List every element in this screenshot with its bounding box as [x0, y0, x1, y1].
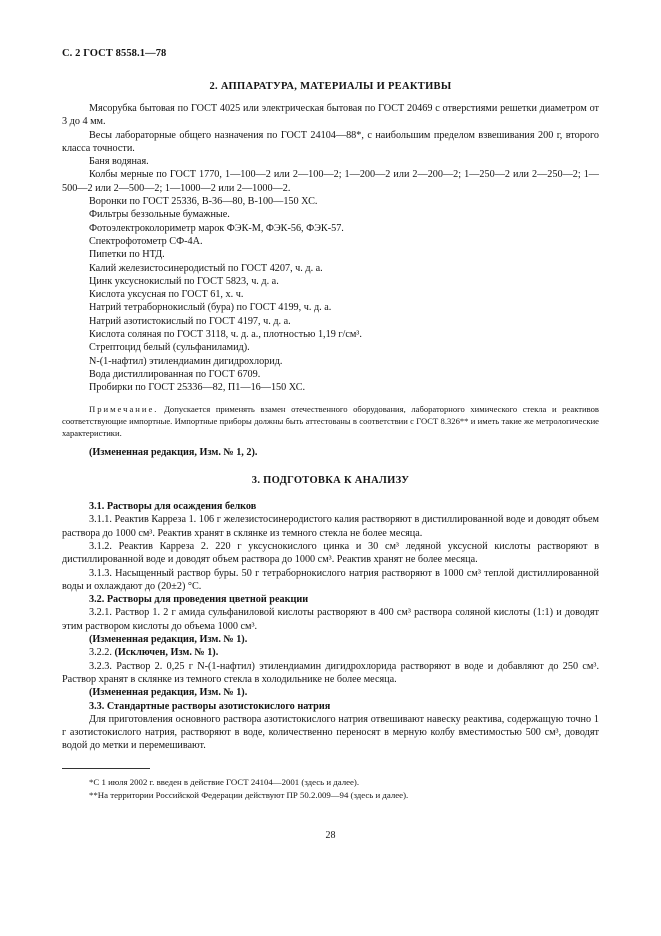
subsection-heading: 3.3. Стандартные растворы азотистокислого натрия	[89, 700, 331, 712]
equipment-list	[62, 195, 599, 394]
list-item: N-(1-нафтил) этилендиамин дигидрохлорид.	[89, 355, 283, 367]
footnotes	[62, 776, 599, 803]
note-label: Примечание.	[89, 403, 159, 414]
paragraph: Весы лабораторные общего назначения по ГОСТ 24104—88*, с наибольшим пределом взвешивания 200 г, второго класса точности.	[62, 129, 599, 154]
list-item: Кислота уксусная по ГОСТ 61, х. ч.	[89, 289, 244, 301]
paragraph: 3.1.3. Насыщенный раствор буры. 50 г тетраборнокислого натрия растворяют в 1000 см³ теплой дистиллированной воды и охлаждают до (20±2) °С.	[62, 567, 599, 592]
list-item: Стрептоцид белый (сульфаниламид).	[89, 342, 250, 354]
subsection-heading: 3.1. Растворы для осаждения белков	[89, 501, 257, 513]
list-item: Воронки по ГОСТ 25336, В-36—80, В-100—150 ХС.	[89, 196, 318, 208]
list-item: Кислота соляная по ГОСТ 3118, ч. д. а., плотностью 1,19 г/см³.	[89, 329, 362, 341]
paragraph: Баня водяная.	[89, 156, 149, 168]
section-3-title: 3. ПОДГОТОВКА К АНАЛИЗУ	[251, 475, 410, 487]
list-item: Спектрофотометр СФ-4А.	[89, 235, 203, 247]
paragraph: Для приготовления основного раствора азотистокислого натрия отвешивают навеску реактива, содержащую точно 1 г азотистокислого натрия, растворяют в воде, количественно переносят в мерную колбу вместимостью 500 см³, доводят водой до метки и перемешивают.	[62, 713, 599, 752]
list-item: Фотоэлектроколориметр марок ФЭК-М, ФЭК-56, ФЭК-57.	[89, 222, 344, 234]
list-item: Калий железистосинеродистый по ГОСТ 4207, ч. д. а.	[89, 262, 323, 274]
paragraph: 3.2.3. Раствор 2. 0,25 г N-(1-нафтил) этилендиамин дигидрохлорида растворяют в воде и добавляют до 250 см³. Раствор хранят в склянке из темного стекла в холодильнике не более месяца.	[62, 660, 599, 685]
list-item: Пробирки по ГОСТ 25336—82, П1—16—150 ХС.	[89, 382, 306, 394]
paragraph: 3.2.1. Раствор 1. 2 г амида сульфаниловой кислоты растворяют в 400 см³ раствора соляной кислоты (1:1) и доводят этим раствором кислоты до объема 1000 см³.	[62, 607, 599, 632]
list-item: Цинк уксуснокислый по ГОСТ 5823, ч. д. а.	[89, 275, 279, 287]
note	[62, 403, 599, 440]
list-item: Натрий тетраборнокислый (бура) по ГОСТ 4199, ч. д. а.	[89, 302, 332, 314]
edit-note: (Измененная редакция, Изм. № 1).	[89, 687, 248, 699]
list-item: Натрий азотистокислый по ГОСТ 4197, ч. д. а.	[89, 315, 291, 327]
footnote: **На территории Российской Федерации действуют ПР 50.2.009—94 (здесь и далее).	[89, 790, 409, 801]
page-number: 28	[325, 830, 336, 841]
paragraph: 3.1.1. Реактив Карреза 1. 106 г железистосинеродистого калия растворяют в дистиллированной воде и доводят объем раствора до 1000 см³. Реактив хранят в склянке из темного стекла не более месяца.	[62, 514, 599, 539]
footnote-divider	[62, 768, 150, 769]
page-header: С. 2 ГОСТ 8558.1—78	[62, 48, 167, 59]
subsection-heading: 3.2. Растворы для проведения цветной реакции	[89, 594, 309, 606]
list-item: Вода дистиллированная по ГОСТ 6709.	[89, 368, 261, 380]
list-item: Фильтры беззольные бумажные.	[89, 209, 230, 221]
edit-note: (Измененная редакция, Изм. № 1).	[89, 634, 248, 646]
edit-note: (Измененная редакция, Изм. № 1, 2).	[89, 446, 258, 458]
paragraph: Мясорубка бытовая по ГОСТ 4025 или электрическая бытовая по ГОСТ 20469 с отверстиями решетки диаметром от 3 до 4 мм.	[62, 103, 599, 128]
note-text: Допускается применять взамен отечественного оборудования, лабораторного химического стекла и реактивов соответствующие импортные. Импортные приборы должны быть аттестованы в соответствии с ГОСТ 8.326** и иметь такие же метрологические характеристики.	[62, 403, 599, 439]
paragraph: Колбы мерные по ГОСТ 1770, 1—100—2 или 2—100—2; 1—200—2 или 2—200—2; 1—250—2 или 2—250—2; 1—500—2 или 2—500—2; 1—1000—2 или 2—1000—2.	[62, 169, 599, 194]
footnote: *С 1 июля 2002 г. введен в действие ГОСТ 24104—2001 (здесь и далее).	[89, 777, 360, 787]
paragraph-excluded	[62, 646, 599, 659]
list-item: Пипетки по НТД.	[89, 249, 165, 261]
paragraph: 3.1.2. Реактив Карреза 2. 220 г уксуснокислого цинка и 30 см³ ледяной уксусной кислоты растворяют в дистиллированной воде и доводят объем раствора до 1000 см³. Реактив хранят не более месяца.	[62, 540, 599, 566]
excluded-note: (Исключен, Изм. № 1).	[114, 647, 219, 659]
clause-number: 3.2.2.	[89, 647, 115, 659]
section-2-title: 2. АППАРАТУРА, МАТЕРИАЛЫ И РЕАКТИВЫ	[209, 81, 452, 92]
